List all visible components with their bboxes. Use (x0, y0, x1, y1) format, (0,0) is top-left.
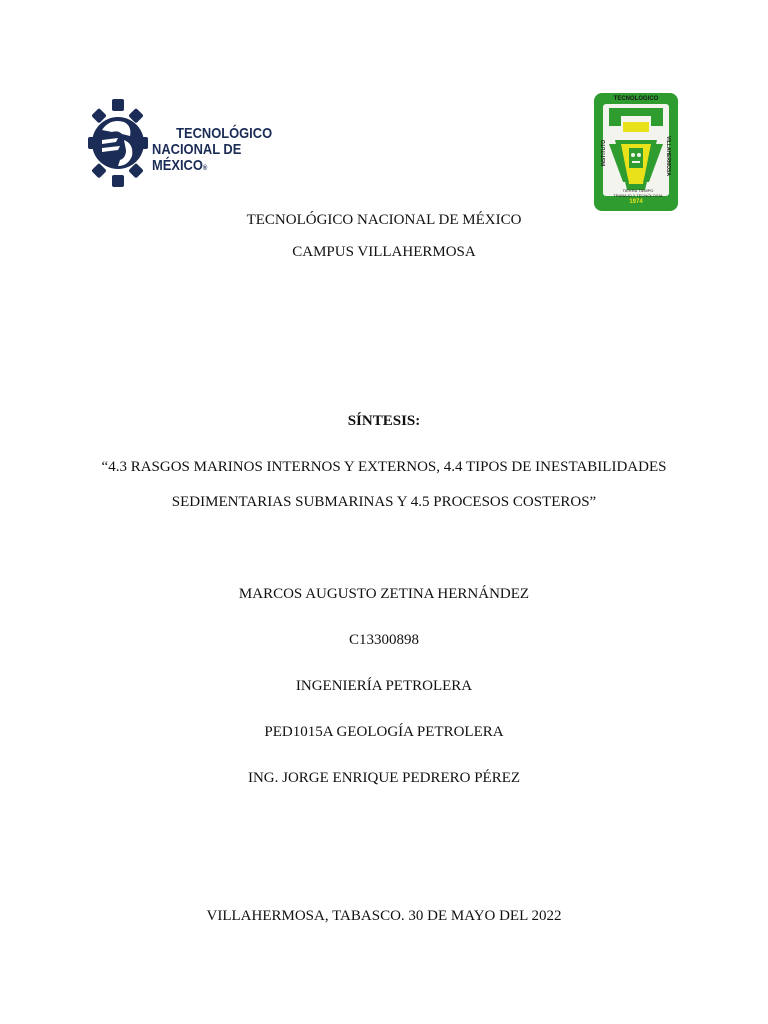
course-name: PED1015A GEOLOGÍA PETROLERA (264, 724, 504, 740)
program-name: INGENIERÍA PETROLERA (295, 678, 473, 694)
campus-name: CAMPUS VILLAHERMOSA (292, 244, 476, 260)
emblem-left-text: INSTITUTO (601, 139, 607, 167)
place-date: VILLAHERMOSA, TABASCO. 30 DE MAYO DEL 2022 (206, 908, 562, 924)
student-name: MARCOS AUGUSTO ZETINA HERNÁNDEZ (238, 586, 530, 602)
gear-icon (88, 96, 150, 190)
emblem-top-text: TECNOLOGICO (613, 96, 659, 102)
registered-mark: ® (202, 165, 208, 172)
itv-emblem (593, 92, 679, 212)
tecnm-wordmark (152, 126, 272, 177)
emblem-right-text: VILLAHERMOSA (665, 136, 671, 176)
emblem-year: 1974 (629, 199, 643, 205)
document-title-line2: SEDIMENTARIAS SUBMARINAS Y 4.5 PROCESOS COSTEROS” (171, 494, 597, 510)
teacher-name: ING. JORGE ENRIQUE PEDRERO PÉREZ (247, 770, 521, 786)
tecnm-logo (88, 96, 288, 190)
institution-name: TECNOLÓGICO NACIONAL DE MÉXICO (246, 212, 522, 228)
document-title-line1: “4.3 RASGOS MARINOS INTERNOS Y EXTERNOS, 4.4 TIPOS DE INESTABILIDADES (101, 459, 667, 475)
student-id: C13300898 (348, 632, 419, 648)
tecnm-line1: TECNOLÓGICO (176, 125, 273, 142)
emblem-motto: TIERRA TIEMPO TRABAJO Y TECNOLOGIA (613, 188, 663, 198)
document-heading: SÍNTESIS: (347, 413, 421, 429)
tecnm-line2: NACIONAL DE MÉXICO (152, 141, 242, 174)
